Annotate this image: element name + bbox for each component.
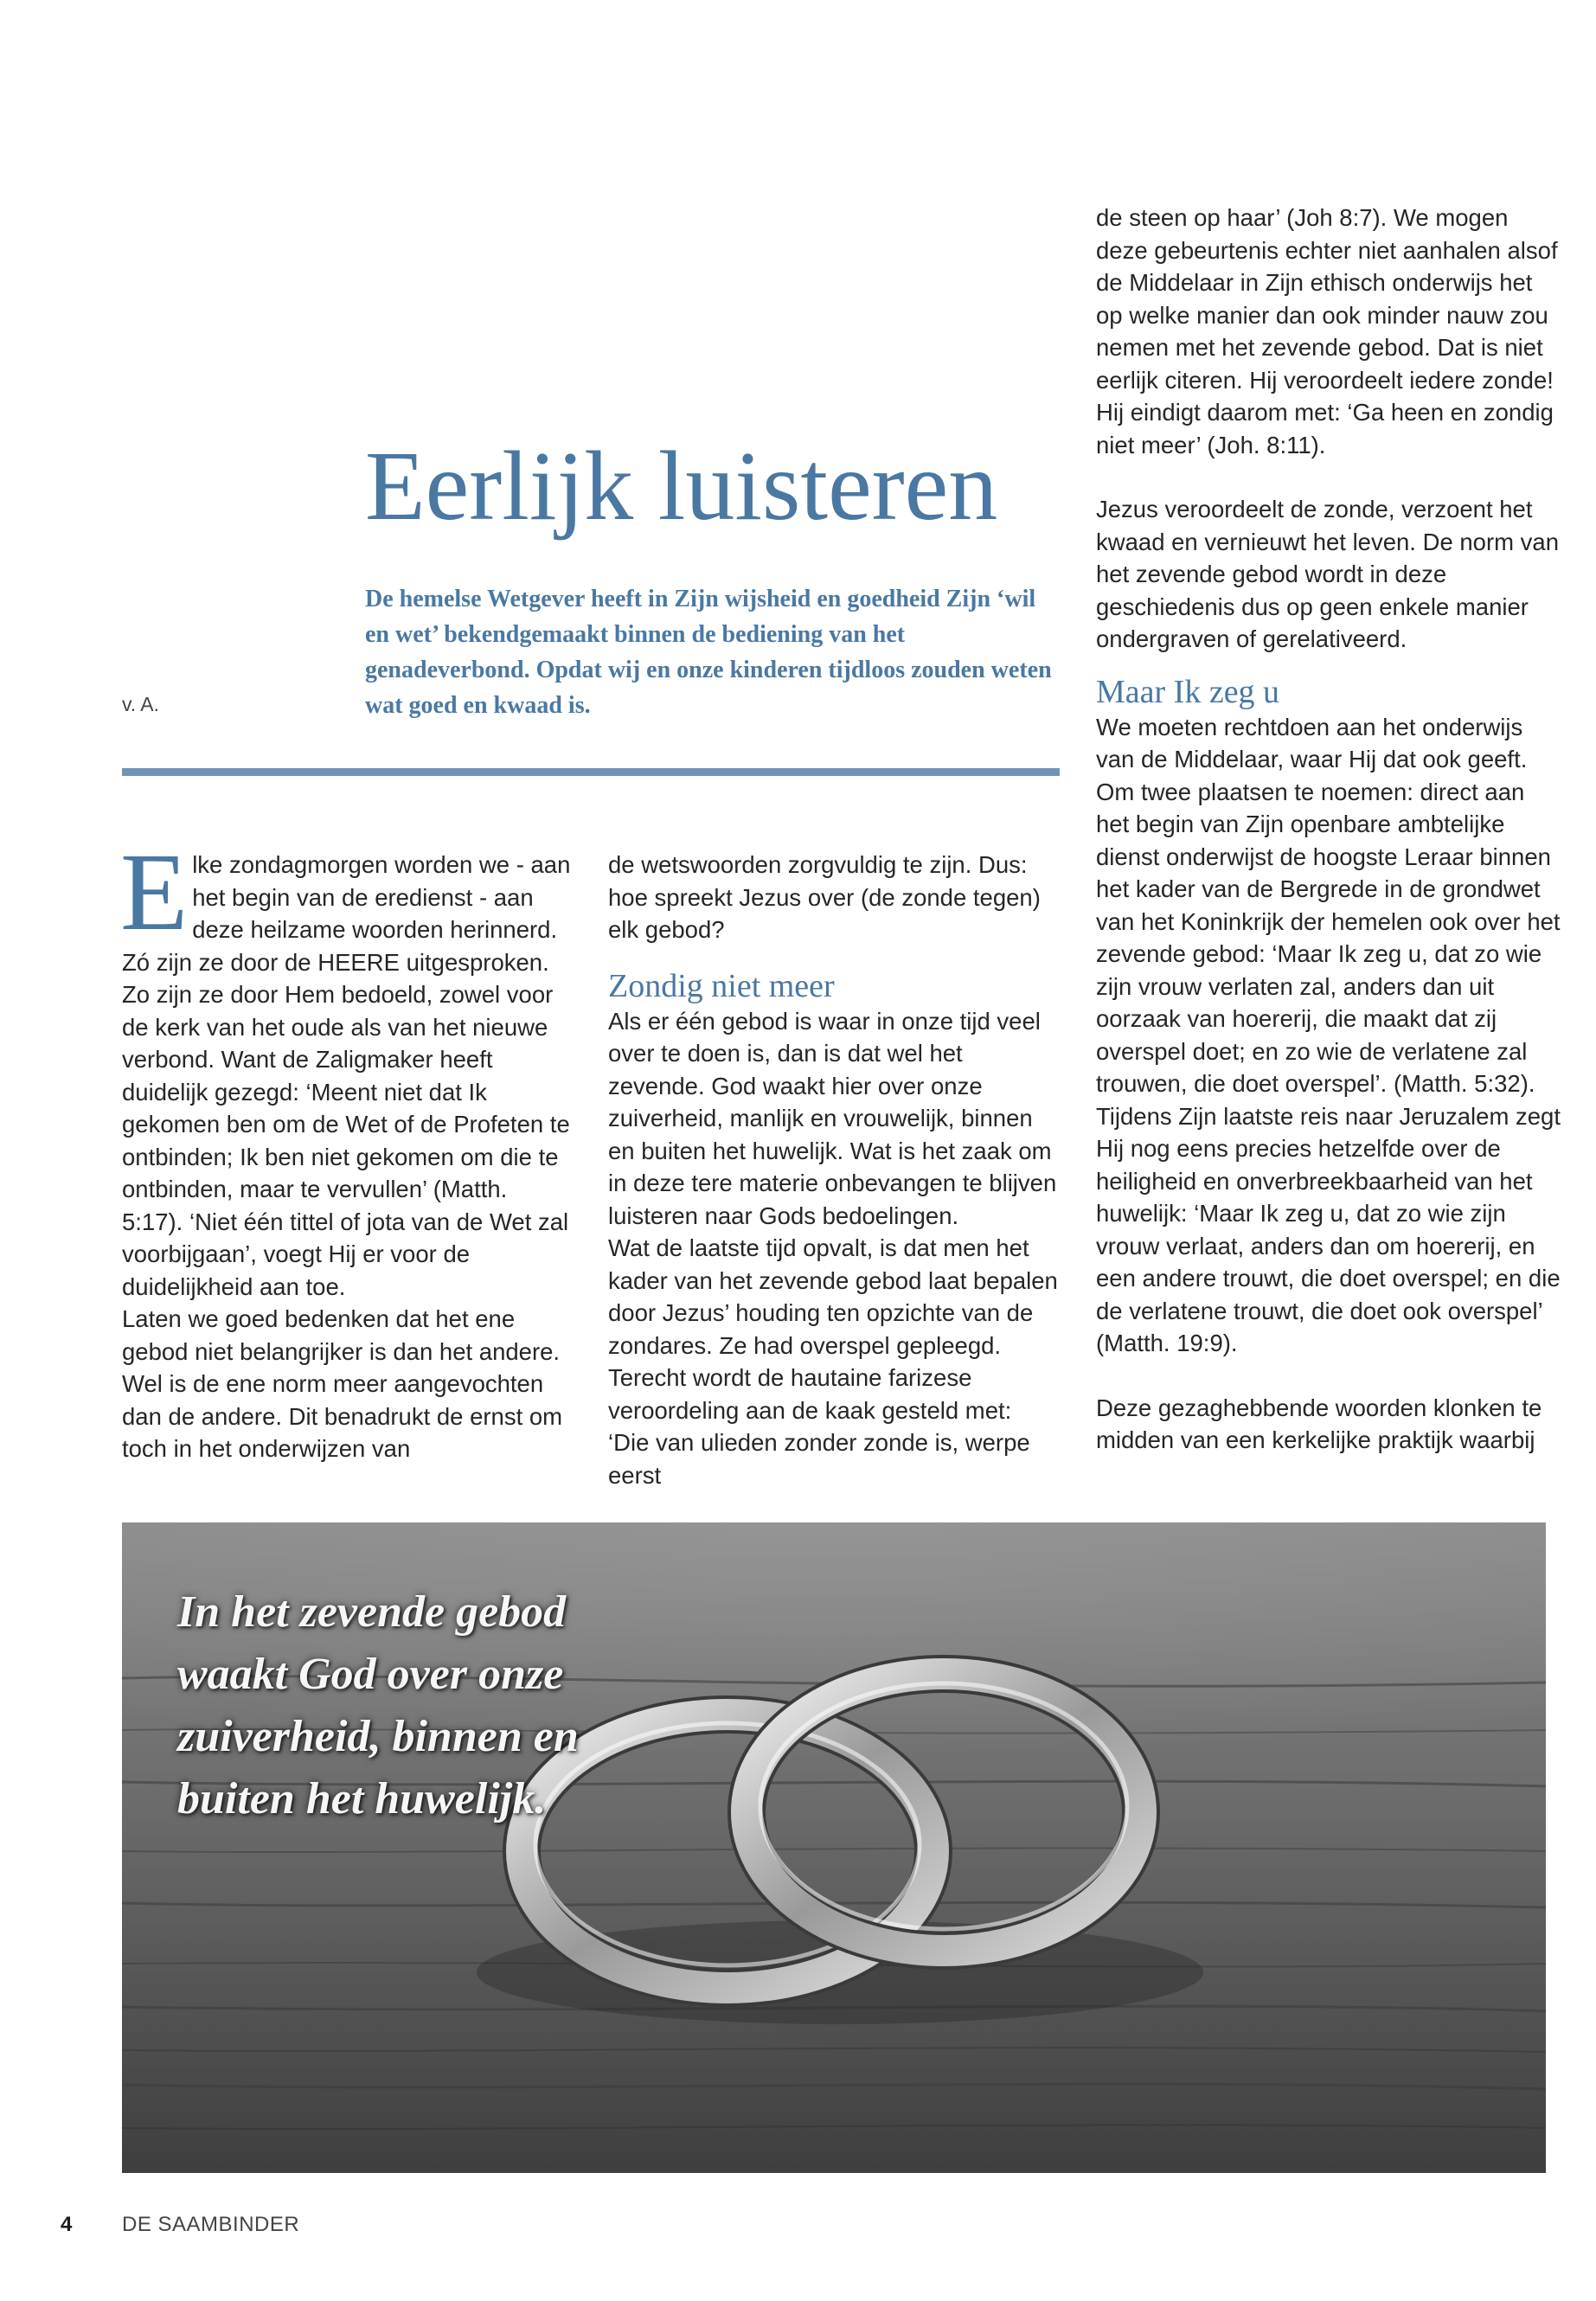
column-2 (608, 849, 1058, 1491)
title-divider (122, 768, 1060, 776)
page-number: 4 (61, 2213, 73, 2236)
wedding-rings-photo (122, 1522, 1546, 2173)
col3-paragraph-3: We moeten rechtdoen aan het onderwijs van de Middelaar, waar Hij dat ook geeft. Om twee plaatsen te noemen: direct aan het begin van Zijn openbare ambtelijke dienst onderwijst de hoogste Leraar binnen het kader van de Bergrede in de grondwet van het Koninkrijk der hemelen ook over het zevende gebod: ‘Maar Ik zeg u, dat zo wie zijn vrouw verlaten zal, anders dan uit oorzaak van hoererij, die maakt dat zij overspel doet; en zo wie de verlatene zal trouwen, die doet overspel’. (Matth. 5:32). Tijdens Zijn laatste reis naar Jeruzalem zegt Hij nog eens precies hetzelfde over de heiligheid en onverbreekbaarheid van het huwelijk: ‘Maar Ik zeg u, dat zo wie zijn vrouw verlaat, anders dan om hoererij, en een andere trouwt, die doet overspel; en die de verlatene trouwt, die doet ook overspel’ (Matth. 19:9). (1096, 713, 1561, 1356)
column-3 (1096, 202, 1563, 1457)
col1-paragraph-1: lke zondagmorgen worden we - aan het begin van de eredienst - aan deze heilzame woorden herinnerd. Zó zijn ze door de HEERE uitgesproken. Zo zijn ze door Hem bedoeld, zowel voor de kerk van het oude als van het nieuwe verbond. Want de Zaligmaker heeft duidelijk gezegd: ‘Meent niet dat Ik gekomen ben om de Wet of de Profeten te ontbinden; Ik ben niet gekomen om die te ontbinden, maar te vervullen’ (Matth. 5:17). ‘Niet één tittel of jota van de Wet zal voorbijgaan’, voegt Hij er voor de duidelijkheid aan toe. (122, 851, 571, 1300)
article-title: Eerlijk luisteren (365, 431, 998, 541)
col2-paragraph-2: Als er één gebod is waar in onze tijd veel over te doen is, dan is dat wel het zevende. God waakt hier over onze zuiverheid, manlijk en vrouwelijk, binnen en buiten het huwelijk. Wat is het zaak om in deze tere materie onbevangen te blijven luisteren naar Gods bedoelingen. (608, 1007, 1057, 1229)
article-lead: De hemelse Wetgever heeft in Zijn wijsheid en goedheid Zijn ‘wil en wet’ bekendgemaakt binnen de bediening van het genadeverbond. Opdat wij en onze kinderen tijdloos zouden weten wat goed en kwaad is. (365, 586, 1052, 719)
col2-paragraph-1: de wetswoorden zorgvuldig te zijn. Dus: hoe spreekt Jezus over (de zonde tegen) elk gebod? (608, 851, 1041, 943)
magazine-name: DE SAAMBINDER (122, 2213, 300, 2236)
section-heading-maar-ik-zeg-u: Maar Ik zeg u (1096, 673, 1280, 710)
col3-paragraph-2: Jezus veroordeelt de zonde, verzoent het kwaad en vernieuwt het leven. De norm van het zevende gebod wordt in deze geschiedenis dus op geen enkele manier ondergraven of gerelativeerd. (1096, 496, 1560, 652)
spacer (608, 946, 1058, 967)
col3-paragraph-1: de steen op haar’ (Joh 8:7). We mogen deze gebeurtenis echter niet aanhalen alsof de Middelaar in Zijn ethisch onderwijs het op welke manier dan ook minder nauw zou nemen met het zevende gebod. Dat is niet eerlijk citeren. Hij veroordeelt iedere zonde! Hij eindigt daarom met: ‘Ga heen en zondig niet meer’ (Joh. 8:11). (1096, 204, 1558, 458)
pull-quote: In het zevende gebod waakt God over onze zuiverheid, binnen en buiten het huwelijk. (177, 1587, 579, 1823)
col1-paragraph-2: Laten we goed bedenken dat het ene gebod niet belangrijker is dan het andere. Wel is de ene norm meer aangevochten dan de andere. Dit benadrukt de ernst om toch in het onderwijzen van (122, 1305, 563, 1462)
col3-paragraph-4: Deze gezaghebbende woorden klonken te midden van een kerkelijke praktijk waarbij (1096, 1394, 1542, 1453)
spacer (1096, 656, 1563, 673)
author-byline: v. A. (122, 693, 160, 715)
spacer (1096, 1360, 1563, 1392)
col2-paragraph-3: Wat de laatste tijd opvalt, is dat men het kader van het zevende gebod laat bepalen door Jezus’ houding ten opzichte van de zondares. Ze had overspel gepleegd. Terecht wordt de hautaine farizese veroordeling aan de kaak gesteld met: ‘Die van ulieden zonder zonde is, werpe eerst (608, 1234, 1058, 1489)
section-heading-zondig: Zondig niet meer (608, 967, 835, 1004)
drop-cap: E (120, 830, 189, 953)
column-1 (120, 830, 572, 1465)
spacer (1096, 461, 1563, 493)
